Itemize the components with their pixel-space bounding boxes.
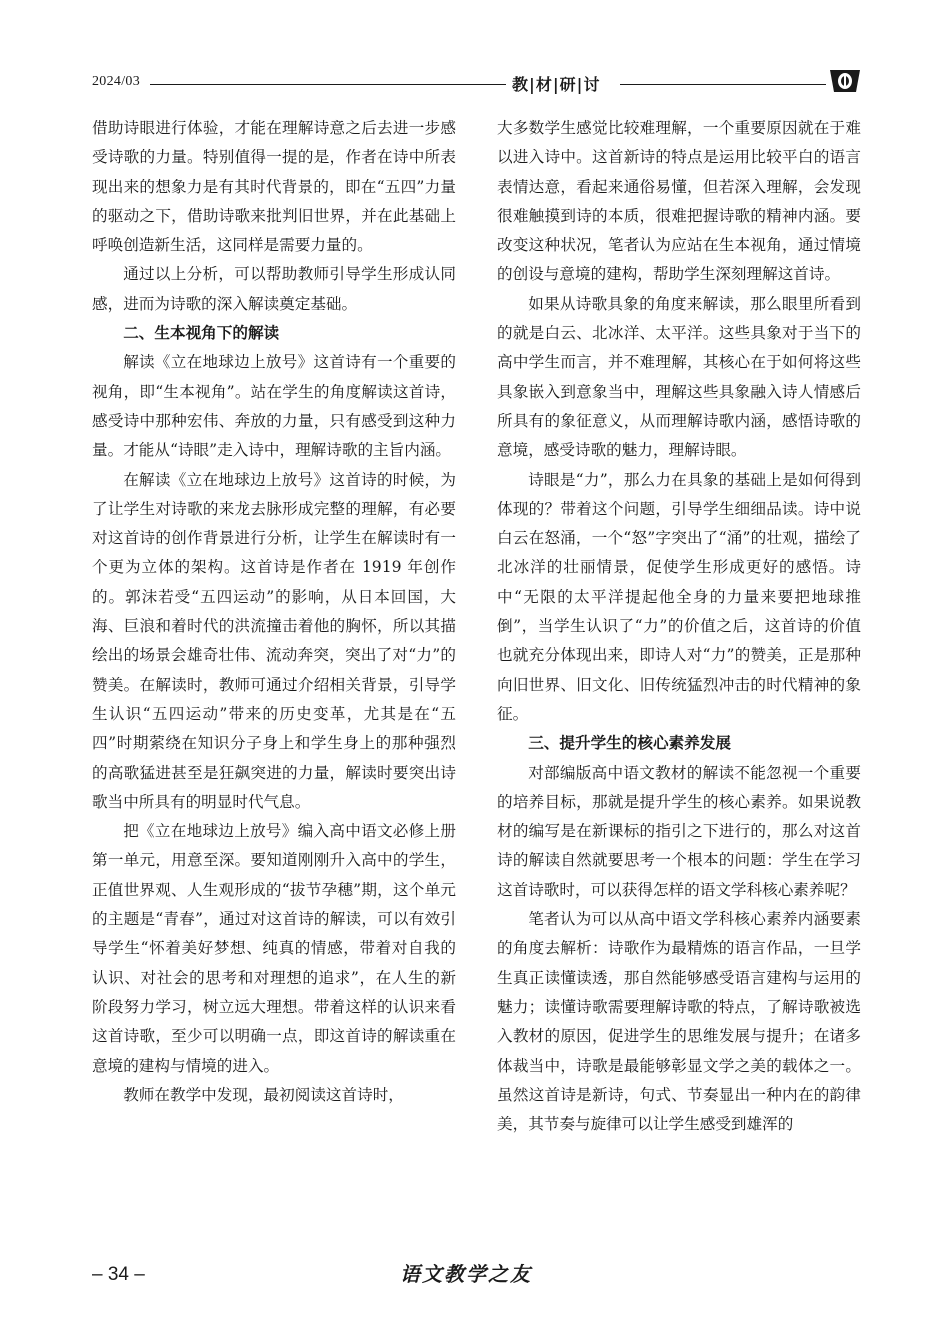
- right-column: [497, 114, 861, 1139]
- header-rule-left: [150, 84, 506, 85]
- paragraph: 大多数学生感觉比较难理解，一个重要原因就在于难以进入诗中。这首新诗的特点是运用比较平白的语言表情达意，看起来通俗易懂，但若深入理解，会发现很难触摸到诗的本质，很难把握诗歌的精神内涵。要改变这种状况，笔者认为应站在生本视角，通过情境的创设与意境的建构，帮助学生深刻理解这首诗。: [497, 119, 861, 284]
- left-column: [92, 114, 456, 1110]
- section-heading: 二、生本视角下的解读: [123, 324, 280, 343]
- paragraph: 对部编版高中语文教材的解读不能忽视一个重要的培养目标，那就是提升学生的核心素养。如果说教材的编写是在新课标的指引之下进行的，那么对这首诗的解读自然就要思考一个根本的问题：学生在学习这首诗歌时，可以获得怎样的语文学科核心素养呢？: [497, 763, 861, 899]
- paragraph: 教师在教学中发现，最初阅读这首诗时，: [123, 1085, 404, 1104]
- paragraph: 解读《立在地球边上放号》这首诗有一个重要的视角，即“生本视角”。站在学生的角度解读这首诗，感受诗中那种宏伟、奔放的力量，只有感受到这种力量。才能从“诗眼”走入诗中，理解诗歌的主旨内涵。: [92, 353, 456, 460]
- section-title: 教|材|研|讨: [512, 75, 601, 94]
- paragraph: 把《立在地球边上放号》编入高中语文必修上册第一单元，用意至深。要知道刚刚升入高中的学生，正值世界观、人生观形成的“拔节孕穗”期，这个单元的主题是“青春”，通过对这首诗的解读，可以有效引导学生“怀着美好梦想、纯真的情感，带着对自我的认识、对社会的思考和对理想的追求”，在人生的新阶段努力学习，树立远大理想。带着这样的认识来看这首诗歌，至少可以明确一点，即这首诗的解读重在意境的建构与情境的进入。: [92, 822, 456, 1075]
- page-number: – 34 –: [92, 1264, 145, 1285]
- header-rule-right: [620, 84, 826, 85]
- journal-title: 语文教学之友: [400, 1262, 532, 1286]
- paragraph: 诗眼是“力”，那么力在具象的基础上是如何得到体现的？带着这个问题，引导学生细细品读。诗中说白云在怒涌，一个“怒”字突出了“涌”的壮观，描绘了北冰洋的壮丽情景，促使学生形成更好的感悟。诗中“无限的太平洋提起他全身的力量来要把地球推倒”，当学生认识了“力”的价值之后，这首诗的价值也就充分体现出来，即诗人对“力”的赞美，正是那种向旧世界、旧文化、旧传统猛烈冲击的时代精神的象征。: [497, 470, 861, 723]
- section-heading: 三、提升学生的核心素养发展: [528, 734, 731, 753]
- journal-logo-icon: [828, 68, 862, 94]
- paragraph: 在解读《立在地球边上放号》这首诗的时候，为了让学生对诗歌的来龙去脉形成完整的理解，有必要对这首诗的创作背景进行分析，让学生在解读时有一个更为立体的架构。这首诗是作者在 1919 年创作的。郭沫若受“五四运动”的影响，从日本回国，大海、巨浪和着时代的洪流撞击着他的胸怀，所以其描绘出的场景会雄奇壮伟、流动奔突，突出了对“力”的赞美。在解读时，教师可通过介绍相关背景，引导学生认识“五四运动”带来的历史变革，尤其是在“五四”时期萦绕在知识分子身上和学生身上的那种强烈的高歌猛进甚至是狂飙突进的力量，解读时要突出诗歌当中所具有的明显时代气息。: [92, 470, 456, 811]
- page-header: [92, 72, 862, 98]
- paragraph: 通过以上分析，可以帮助教师引导学生形成认同感，进而为诗歌的深入解读奠定基础。: [92, 265, 456, 313]
- paragraph: 借助诗眼进行体验，才能在理解诗意之后去进一步感受诗歌的力量。特别值得一提的是，作者在诗中所表现出来的想象力是有其时代背景的，即在“五四”力量的驱动之下，借助诗歌来批判旧世界，并在此基础上呼唤创造新生活，这同样是需要力量的。: [92, 119, 456, 255]
- paragraph: 如果从诗歌具象的角度来解读，那么眼里所看到的就是白云、北冰洋、太平洋。这些具象对于当下的高中学生而言，并不难理解，其核心在于如何将这些具象嵌入到意象当中，理解这些具象融入诗人情感后所具有的象征意义，从而理解诗歌内涵，感悟诗歌的意境，感受诗歌的魅力，理解诗眼。: [497, 294, 861, 460]
- paragraph: 笔者认为可以从高中语文学科核心素养内涵要素的角度去解析：诗歌作为最精炼的语言作品，一旦学生真正读懂读透，那自然能够感受语言建构与运用的魅力；读懂诗歌需要理解诗歌的特点，了解诗歌被选入教材的原因，促进学生的思维发展与提升；在诸多体裁当中，诗歌是最能够彰显文学之美的载体之一。虽然这首诗是新诗，句式、节奏显出一种内在的韵律美，其节奏与旋律可以让学生感受到雄浑的: [497, 910, 861, 1134]
- issue-date: 2024/03: [92, 74, 140, 89]
